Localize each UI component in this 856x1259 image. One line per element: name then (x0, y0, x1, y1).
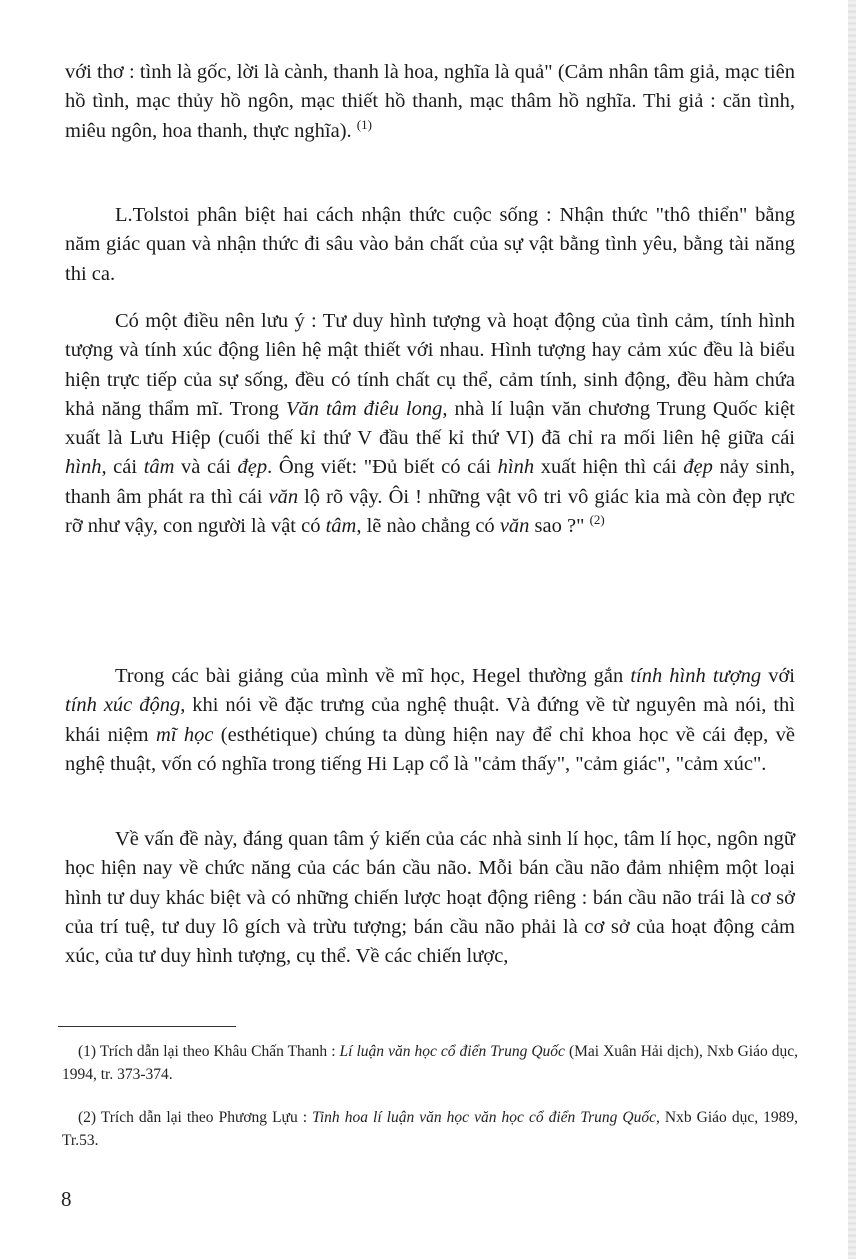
body-text-3 (65, 307, 795, 541)
paragraph-4: Trong các bài giảng của mình về mĩ học, Hegel thường gắn tính hình tượng với tính xúc động, khi nói về đặc trưng của nghệ thuật. Và đứng về từ nguyên mà nói, thì khái niệm mĩ học (esthétique) chúng ta dùng hiện nay để chỉ khoa học về cái đẹp, về nghệ thuật, vốn có nghĩa trong tiếng Hi Lạp cổ là "cảm thấy", "cảm giác", "cảm xúc". (65, 665, 795, 775)
page-number: 8 (61, 1187, 72, 1211)
footnote-2: (2) Trích dẫn lại theo Phương Lựu : Tinh hoa lí luận văn học văn học cổ điển Trung Quốc, Nxb Giáo dục, 1989, Tr.53. (62, 1109, 799, 1149)
footnote-divider (58, 1026, 236, 1027)
footnote-ref-1: (1) (356, 116, 372, 132)
footnote-1: (1) Trích dẫn lại theo Khâu Chấn Thanh : Lí luận văn học cổ điển Trung Quốc (Mai Xuân Hải dịch), Nxb Giáo dục, 1994, tr. 373-374. (62, 1043, 798, 1083)
paragraph-3: Có một điều nên lưu ý : Tư duy hình tượng và hoạt động của tình cảm, tính hình tượng và tính xúc động liên hệ mật thiết với nhau. Hình tượng hay cảm xúc đều là biểu hiện trực tiếp của sự sống, đều có tính chất cụ thể, cảm tính, sinh động, đều hàm chứa khả năng thẩm mĩ. Trong Văn tâm điêu long, nhà lí luận văn chương Trung Quốc kiệt xuất là Lưu Hiệp (cuối thế kỉ thứ V đầu thế kỉ thứ VI) đã chỉ ra mối liên hệ giữa cái hình, cái tâm và cái đẹp. Ông viết: "Đủ biết có cái hình xuất hiện thì cái đẹp nảy sinh, thanh âm phát ra thì cái văn lộ rõ vậy. Ôi ! những vật vô tri vô giác kia mà còn đẹp rực rỡ như vậy, con người là vật có tâm, lẽ nào chẳng có văn sao ?" $^{(2)}$ (65, 310, 796, 538)
page-binding-edge (848, 0, 856, 1259)
footnote-ref-2: (2) (589, 512, 605, 528)
body-text-2 (65, 201, 795, 289)
paragraph-1: với thơ : tình là gốc, lời là cành, thanh là hoa, nghĩa là quả" (Cảm nhân tâm giả, mạc tiên hồ tình, mạc thủy hồ ngôn, mạc thiết hồ thanh, mạc thâm hồ nghĩa. Thi giả : căn tình, miêu ngôn, hoa thanh, thực nghĩa). $^{(1)}$ (65, 61, 795, 142)
body-text (65, 58, 795, 146)
paragraph-5: Về vấn đề này, đáng quan tâm ý kiến của các nhà sinh lí học, tâm lí học, ngôn ngữ học hiện nay về chức năng của các bán cầu não. Mỗi bán cầu não đảm nhiệm một loại hình tư duy khác biệt và có những chiến lược hoạt động riêng : bán cầu não trái là cơ sở của trí tuệ, tư duy lô gích và trừu tượng; bán cầu não phải là cơ sở của hoạt động cảm xúc, của tư duy hình tượng, cụ thể. Về các chiến lược, (65, 828, 795, 968)
book-title-italic: Văn tâm điêu long (286, 397, 443, 420)
body-text-4 (65, 662, 795, 779)
body-text-5 (65, 825, 795, 971)
paragraph-2: L.Tolstoi phân biệt hai cách nhận thức cuộc sống : Nhận thức "thô thiển" bằng năm giác quan và nhận thức đi sâu vào bản chất của sự vật bằng tình yêu, bằng tài năng thi ca. (65, 204, 795, 285)
